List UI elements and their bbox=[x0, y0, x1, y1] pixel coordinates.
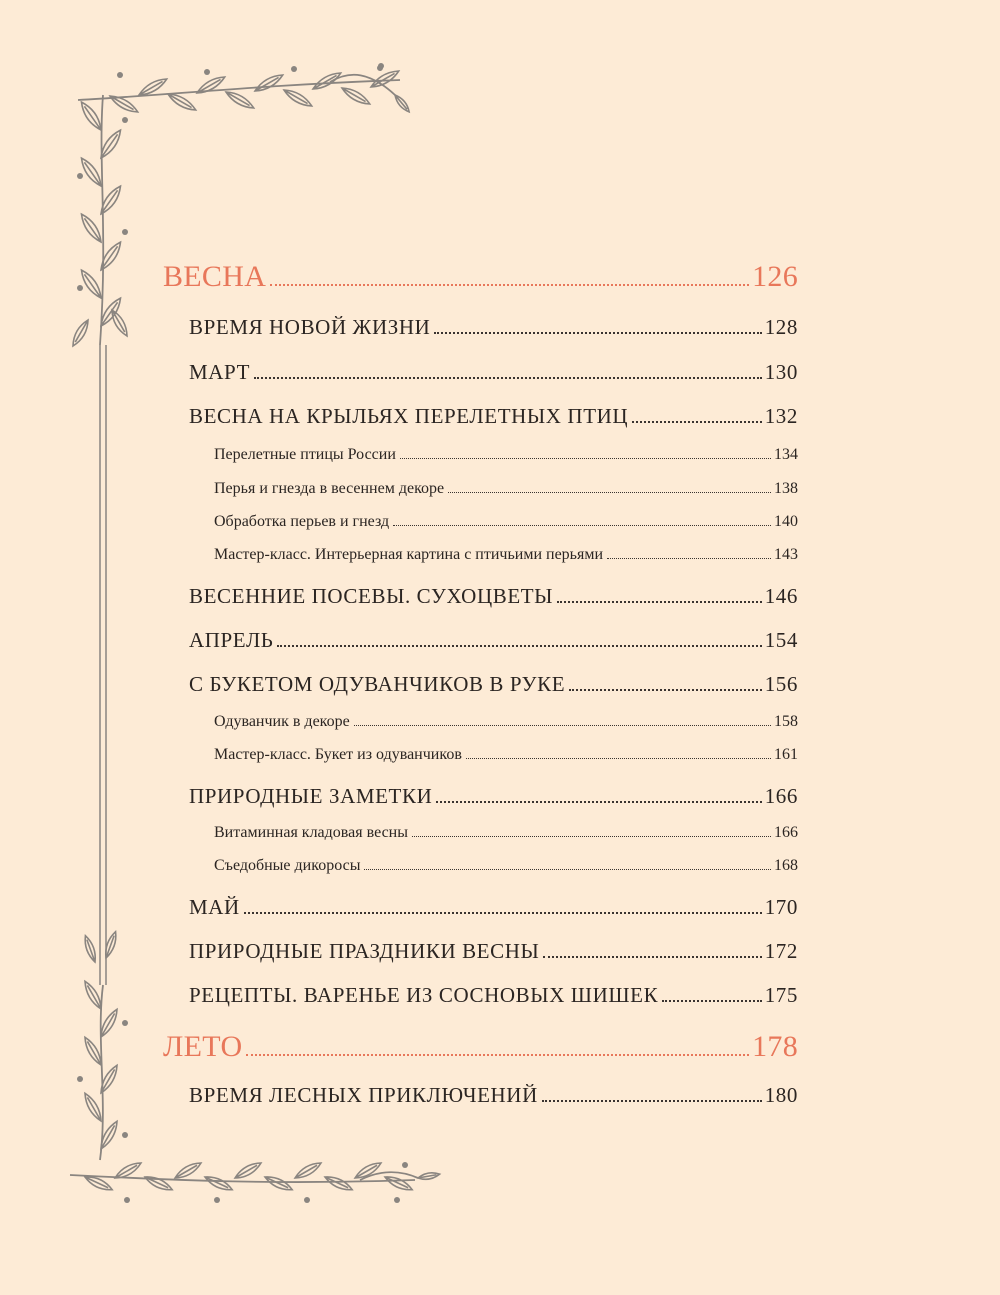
entry-title: С БУКЕТОМ ОДУВАНЧИКОВ В РУКЕ bbox=[189, 672, 566, 696]
page-number: 166 bbox=[774, 824, 798, 841]
toc-subentry[interactable] bbox=[214, 446, 798, 468]
toc-subentry[interactable] bbox=[214, 746, 798, 768]
dot-leader bbox=[244, 912, 762, 914]
toc-chapter[interactable] bbox=[189, 895, 798, 923]
page-number: 138 bbox=[774, 480, 798, 497]
toc-chapter[interactable] bbox=[189, 584, 798, 612]
toc-subentry[interactable] bbox=[214, 546, 798, 568]
page-number: 180 bbox=[764, 1083, 798, 1107]
entry-title: Мастер-класс. Интерьерная картина с птичьими перьями bbox=[214, 546, 604, 563]
dot-leader bbox=[466, 758, 771, 759]
page-number: 143 bbox=[774, 546, 798, 563]
dot-leader bbox=[607, 558, 771, 559]
toc-chapter[interactable] bbox=[189, 1083, 798, 1111]
toc-chapter[interactable] bbox=[189, 672, 798, 700]
toc-chapter[interactable] bbox=[189, 628, 798, 656]
entry-title: Перелетные птицы России bbox=[214, 446, 396, 463]
dot-leader bbox=[393, 525, 771, 526]
toc-chapter[interactable] bbox=[189, 404, 798, 432]
page-number: 134 bbox=[774, 446, 798, 463]
toc-chapter[interactable] bbox=[189, 315, 798, 343]
page-number: 130 bbox=[764, 360, 798, 384]
entry-title: ВЕСНА bbox=[163, 260, 267, 293]
page-number: 175 bbox=[764, 983, 798, 1007]
toc-subentry[interactable] bbox=[214, 480, 798, 502]
entry-title: ПРИРОДНЫЕ ЗАМЕТКИ bbox=[189, 784, 433, 808]
page-number: 126 bbox=[752, 260, 798, 293]
dot-leader bbox=[400, 458, 771, 459]
toc-chapter[interactable] bbox=[189, 784, 798, 812]
entry-title: ЛЕТО bbox=[163, 1030, 243, 1063]
entry-title: ВЕСЕННИЕ ПОСЕВЫ. СУХОЦВЕТЫ bbox=[189, 584, 554, 608]
page-number: 140 bbox=[774, 513, 798, 530]
entry-title: Одуванчик в декоре bbox=[214, 713, 350, 730]
page-number: 146 bbox=[764, 584, 798, 608]
page-number: 128 bbox=[764, 315, 798, 339]
dot-leader bbox=[543, 956, 761, 958]
entry-title: ВЕСНА НА КРЫЛЬЯХ ПЕРЕЛЕТНЫХ ПТИЦ bbox=[189, 404, 629, 428]
entry-title: Перья и гнезда в весеннем декоре bbox=[214, 480, 445, 497]
toc-section-heading[interactable] bbox=[163, 260, 798, 296]
page-number: 154 bbox=[764, 628, 798, 652]
dot-leader bbox=[557, 601, 762, 603]
toc-section-heading[interactable] bbox=[163, 1030, 798, 1066]
dot-leader bbox=[364, 869, 771, 870]
page-number: 168 bbox=[774, 857, 798, 874]
dot-leader bbox=[412, 836, 771, 837]
dot-leader bbox=[448, 492, 771, 493]
page-number: 161 bbox=[774, 746, 798, 763]
entry-title: Мастер-класс. Букет из одуванчиков bbox=[214, 746, 462, 763]
toc-subentry[interactable] bbox=[214, 713, 798, 735]
entry-title: АПРЕЛЬ bbox=[189, 628, 274, 652]
dot-leader bbox=[434, 332, 761, 334]
page-number: 166 bbox=[764, 784, 798, 808]
entry-title: Съедобные дикоросы bbox=[214, 857, 361, 874]
dot-leader bbox=[254, 377, 762, 379]
page-number: 170 bbox=[764, 895, 798, 919]
entry-title: МАРТ bbox=[189, 360, 251, 384]
page-number: 172 bbox=[764, 939, 798, 963]
page-number: 158 bbox=[774, 713, 798, 730]
toc-subentry[interactable] bbox=[214, 513, 798, 535]
entry-title: ВРЕМЯ НОВОЙ ЖИЗНИ bbox=[189, 315, 431, 339]
page-number: 178 bbox=[752, 1030, 798, 1063]
dot-leader bbox=[246, 1054, 749, 1056]
entry-title: Витаминная кладовая весны bbox=[214, 824, 408, 841]
dot-leader bbox=[632, 421, 762, 423]
dot-leader bbox=[662, 1000, 762, 1002]
dot-leader bbox=[354, 725, 771, 726]
dot-leader bbox=[277, 645, 761, 647]
dot-leader bbox=[436, 801, 761, 803]
dot-leader bbox=[270, 284, 749, 286]
entry-title: РЕЦЕПТЫ. ВАРЕНЬЕ ИЗ СОСНОВЫХ ШИШЕК bbox=[189, 983, 659, 1007]
toc-chapter[interactable] bbox=[189, 360, 798, 388]
dot-leader bbox=[569, 689, 762, 691]
toc-chapter[interactable] bbox=[189, 983, 798, 1011]
toc-subentry[interactable] bbox=[214, 857, 798, 879]
page-number: 132 bbox=[764, 404, 798, 428]
toc-chapter[interactable] bbox=[189, 939, 798, 967]
entry-title: МАЙ bbox=[189, 895, 240, 919]
page-number: 156 bbox=[764, 672, 798, 696]
toc-subentry[interactable] bbox=[214, 824, 798, 846]
entry-title: Обработка перьев и гнезд bbox=[214, 513, 390, 530]
entry-title: ВРЕМЯ ЛЕСНЫХ ПРИКЛЮЧЕНИЙ bbox=[189, 1083, 538, 1107]
entry-title: ПРИРОДНЫЕ ПРАЗДНИКИ ВЕСНЫ bbox=[189, 939, 540, 963]
dot-leader bbox=[542, 1100, 762, 1102]
